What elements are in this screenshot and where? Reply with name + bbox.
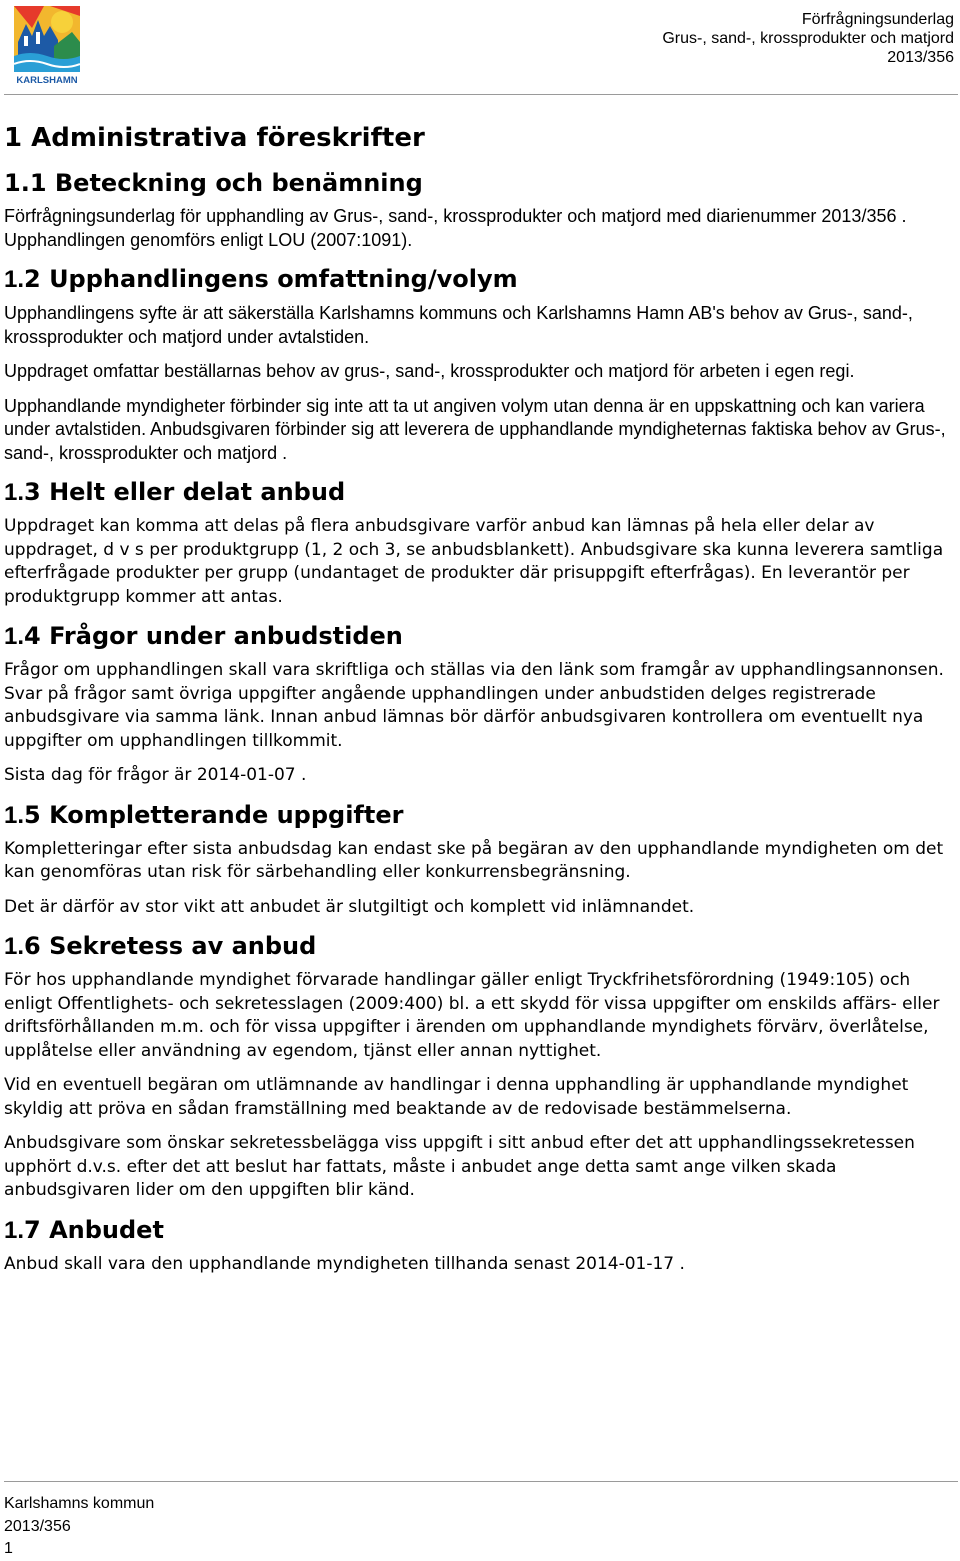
heading-1-6: [4, 930, 956, 963]
header-doc-number: 2013/356: [887, 49, 954, 66]
paragraph-1-6-c: Anbudsgivare som önskar sekretessbelägga viss uppgift i sitt anbud efter det att upphandlingssekretessen upphört d.v.s. efter det att beslut har fattats, måste i anbudet ange detta samt ange vilken skada anbudsgivaren lider om den uppgiften blir känd.: [4, 1133, 915, 1200]
paragraph-1-2-c: [4, 395, 956, 466]
heading-text: 5 Kompletterande uppgifter: [24, 800, 404, 829]
heading-text: 4 Frågor under anbudstiden: [24, 622, 403, 650]
paragraph-1-5-b: Det är därför av stor vikt att anbudet är slutgiltigt och komplett vid inlämnandet.: [4, 896, 695, 917]
paragraph-1-3: Uppdraget kan komma att delas på flera anbudsgivare varför anbud kan lämnas på hela eller delar av uppdraget, d v s per produktgrupp (1, 2 och 3, se anbudsblankett). Anbudsgivare ska kunna leverera samtliga efterfrågade produkter per grupp (undantaget de produkter där prisuppgift efterfrågas). En leverantör per produktgrupp kommer att antas.: [4, 516, 944, 607]
footer-doc-number: 2013/356: [4, 1517, 71, 1535]
heading-number: 1.: [4, 266, 25, 293]
heading-1-5: [4, 799, 956, 832]
heading-1-2: [4, 263, 956, 296]
page-number: 1: [4, 1540, 13, 1557]
heading-text: 7 Anbudet: [24, 1215, 164, 1244]
heading-text: 2 Upphandlingens omfattning/volym: [24, 265, 518, 293]
paragraph-1-4-a: Frågor om upphandlingen skall vara skriftliga och ställas via den länk som framgår av upphandlingsannonsen. Svar på frågor samt övriga uppgifter angående upphandlingen under anbudstiden delges registrerade anbudsgivare via samma länk. Innan anbud lämnas bör därför anbudsgivaren kontrollera om eventuellt nya uppgifter om upphandlingen tillkommit.: [4, 660, 944, 751]
heading-number: 1.: [4, 479, 25, 506]
paragraph-1-2-b: Uppdraget omfattar beställarnas behov av grus-, sand-, krossprodukter och matjord för arbeten i egen regi.: [4, 361, 855, 381]
heading-1-7: [4, 1214, 956, 1247]
paragraph-1-7: Anbud skall vara den upphandlande myndigheten tillhanda senast 2014-01-17 .: [4, 1253, 685, 1274]
footer-divider: [4, 1481, 958, 1482]
paragraph-1-6-b: Vid en eventuell begäran om utlämnande av handlingar i denna upphandling är upphandlande myndighet skyldig att pröva en sådan framställning med beaktande av de redovisade bestämmelserna.: [4, 1075, 909, 1119]
heading-number: 1.: [4, 623, 25, 650]
karlshamn-logo: [14, 6, 80, 86]
paragraph-part: Upphandlande myndigheter förbinder sig inte att ta ut angiven volym utan denna är en uppskattning och kan variera under avtalstiden.: [4, 395, 925, 439]
heading-number: 1.: [4, 933, 25, 960]
paragraph-1-2-a: Upphandlingens syfte är att säkerställa Karlshamns kommuns och Karlshamns Hamn AB's behov av Grus-, sand-, krossprodukter och matjord under avtalstiden.: [4, 303, 913, 347]
paragraph-1-4-b: Sista dag för frågor är 2014-01-07 .: [4, 765, 307, 785]
footer-organization: Karlshamns kommun: [4, 1495, 155, 1512]
heading-1-4: [4, 620, 956, 653]
page-header: [662, 10, 954, 67]
document-body: [4, 121, 956, 1287]
paragraph-part: Anbudsgivaren förbinder sig att leverera de upphandlande myndigheternas faktiska behov av Grus-, sand-, krossprodukter och matjord .: [4, 419, 946, 463]
header-doc-type: Förfrågningsunderlag: [801, 11, 954, 28]
page-footer: [4, 1493, 154, 1561]
heading-number: 1.: [4, 1216, 25, 1244]
heading-text: 6 Sekretess av anbud: [24, 932, 317, 960]
logo-wordmark: KARLSHAMN: [16, 75, 78, 86]
heading-1-3: [4, 476, 956, 509]
paragraph-1-1: Förfrågningsunderlag för upphandling av Grus-, sand-, krossprodukter och matjord med diarienummer 2013/356 . Upphandlingen genomförs enligt LOU (2007:1091).: [4, 206, 907, 250]
heading-1-1: 1.1 Beteckning och benämning: [4, 169, 423, 197]
header-doc-subject: Grus-, sand-, krossprodukter och matjord: [662, 30, 954, 47]
paragraph-1-6-a: För hos upphandlande myndighet förvarade handlingar gäller enligt Tryckfrihetsförordning (1949:105) och enligt Offentlighets- och sekretesslagen (2009:400) bl. a ett skydd för vissa uppgifter om enskilds affärs- eller driftsförhållanden m.m. och för vissa uppgifter i ärenden om upphandlande myndighets förvärv, överlåtelse, upplåtelse eller användning av egendom, tjänst eller annan nyttighet.: [4, 970, 940, 1061]
heading-text: 3 Helt eller delat anbud: [24, 478, 346, 506]
main-title: 1 Administrativa föreskrifter: [4, 123, 425, 153]
paragraph-1-5-a: Kompletteringar efter sista anbudsdag kan endast ske på begäran av den upphandlande myndigheten om det kan genomföras utan risk för särbehandling eller konkurrensbegränsning.: [4, 838, 944, 882]
heading-number: 1.: [4, 801, 25, 829]
header-divider: [4, 94, 958, 95]
